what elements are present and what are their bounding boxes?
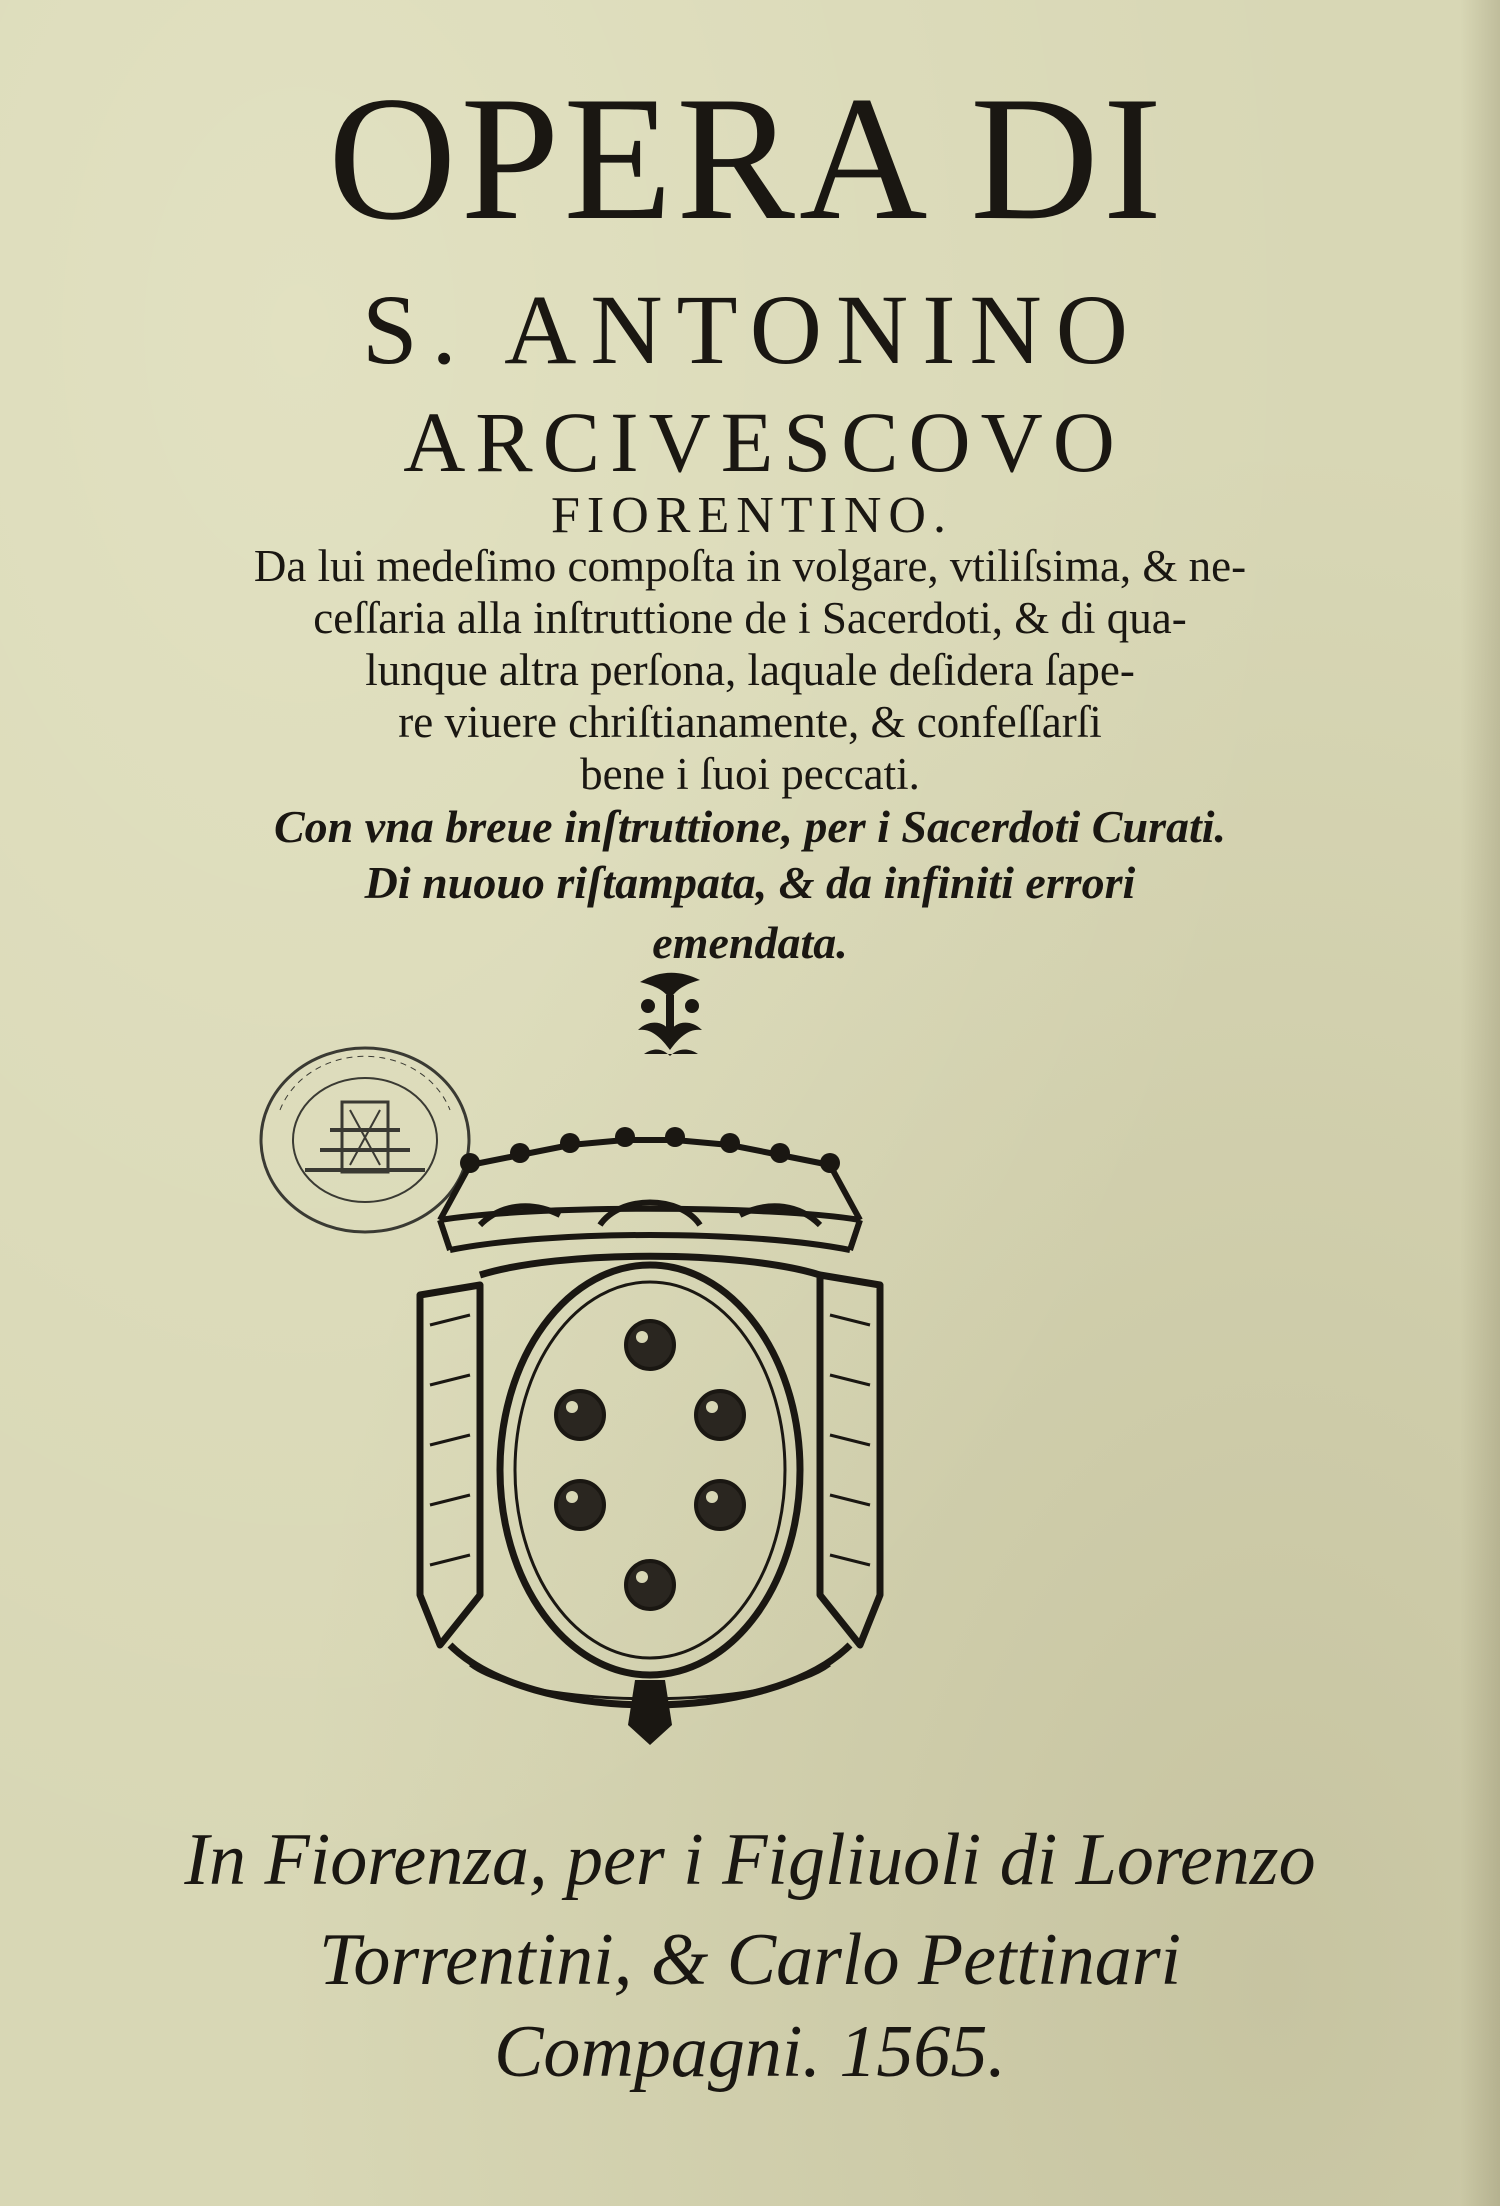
description-line: re viuere chriſtianamente, & confeſſarſi xyxy=(398,697,1102,747)
note-line: Con vna breue inſtruttione, per i Sacerdoti Curati. xyxy=(273,801,1227,852)
imprint-line: Torrentini, & Carlo Pettinari xyxy=(318,1919,1182,2001)
imprint-line: In Fiorenza, per i Figliuoli di Lorenzo xyxy=(184,1819,1316,1901)
title-line-author: S. ANTONINO xyxy=(362,274,1142,385)
medici-coat-of-arms-icon xyxy=(410,1125,890,1750)
fleuron-ornament-icon xyxy=(630,970,710,1060)
title-line-opera: OPERA DI xyxy=(327,59,1167,257)
title-line-office: ARCIVESCOVO xyxy=(403,394,1125,490)
title-line-city: FIORENTINO. xyxy=(551,487,953,544)
description-line: ceſſaria alla inſtruttione de i Sacerdoti, & di qua- xyxy=(313,593,1187,643)
description-line: lunque altra perſona, laquale deſidera ſape- xyxy=(365,645,1135,695)
note-line: emendata. xyxy=(652,917,848,968)
description-line: Da lui medeſimo compoſta in volgare, vtiliſsima, & ne- xyxy=(253,541,1247,591)
imprint-line: Compagni. 1565. xyxy=(494,2011,1006,2093)
note-line: Di nuouo riſtampata, & da infiniti errori xyxy=(364,857,1136,908)
description-line: bene i ſuoi peccati. xyxy=(580,749,920,799)
